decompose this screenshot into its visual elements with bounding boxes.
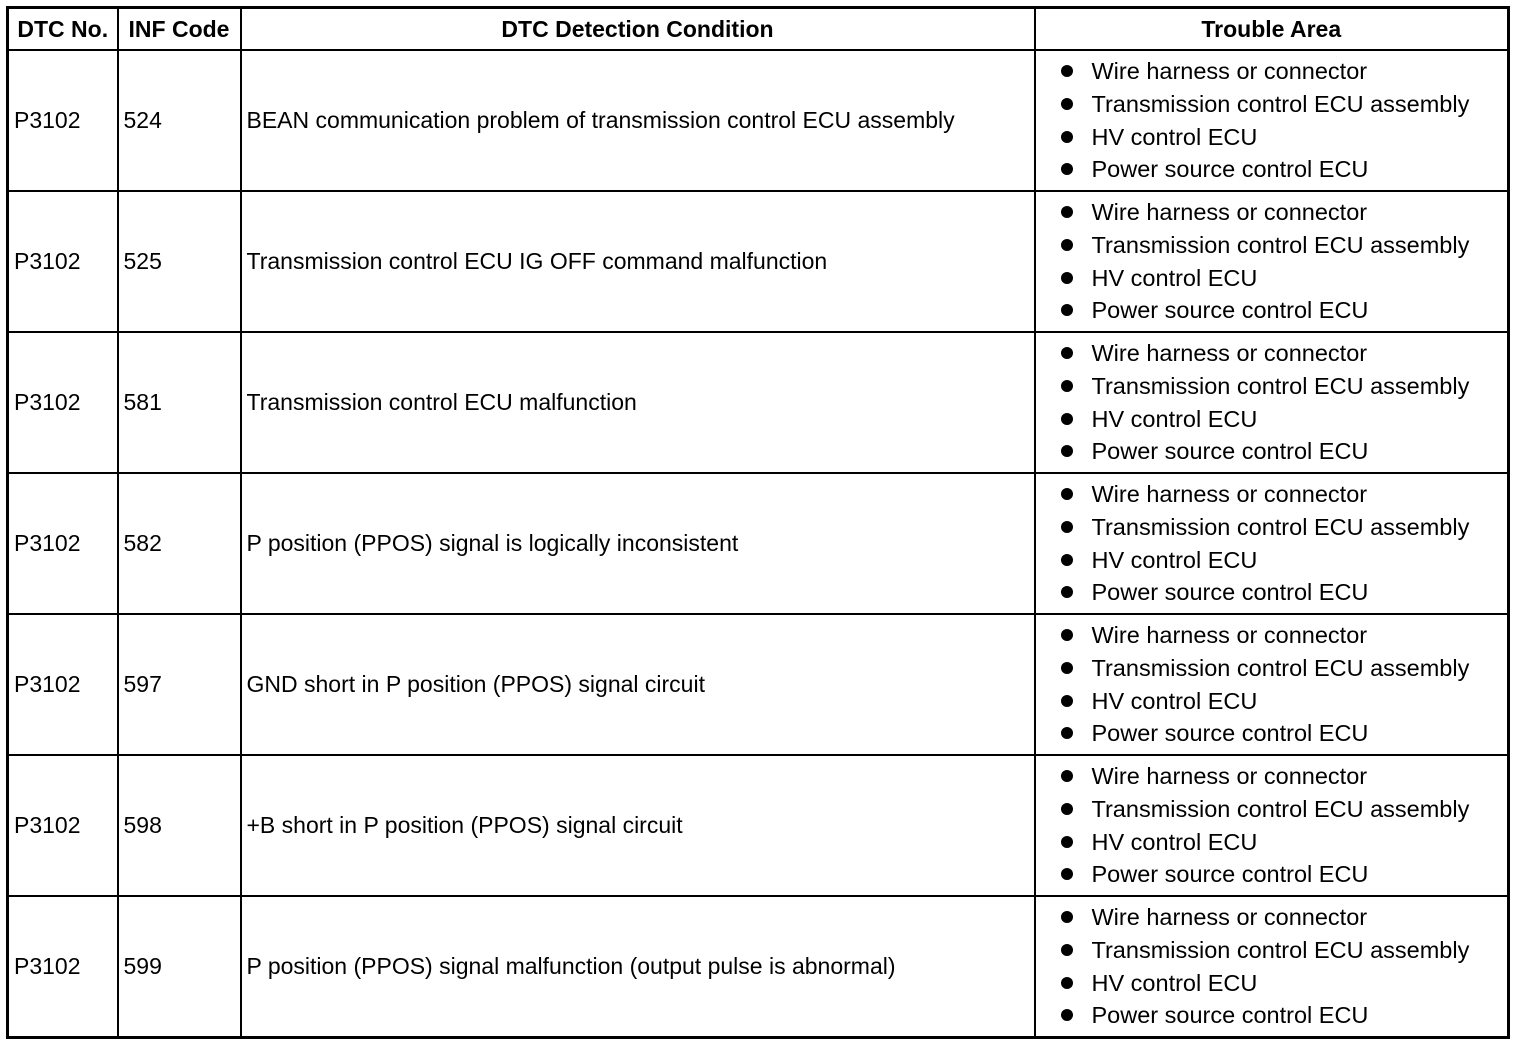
table-row (8, 755, 1509, 896)
trouble-area-list (1036, 478, 1508, 609)
trouble-area-item (1058, 685, 1508, 718)
trouble-area-cell (1035, 473, 1509, 614)
bullet-icon (1061, 911, 1073, 923)
bullet-icon (1061, 272, 1073, 284)
bullet-icon (1061, 662, 1073, 674)
trouble-area-item (1058, 370, 1508, 403)
bullet-icon (1061, 131, 1073, 143)
table-row (8, 614, 1509, 755)
header-inf-code: INF Code (118, 8, 241, 51)
dtc-no-cell: P3102 (8, 755, 118, 896)
bullet-icon (1061, 445, 1073, 457)
trouble-area-cell (1035, 614, 1509, 755)
trouble-area-item (1058, 544, 1508, 577)
trouble-area-text: Transmission control ECU assembly (1091, 795, 1470, 822)
table-body (8, 50, 1509, 1038)
bullet-icon (1061, 521, 1073, 533)
bullet-icon (1061, 98, 1073, 110)
trouble-area-text: Wire harness or connector (1091, 198, 1368, 225)
bullet-icon (1061, 586, 1073, 598)
inf-code-cell: 597 (118, 614, 241, 755)
table-row (8, 50, 1509, 191)
inf-code-cell: 524 (118, 50, 241, 191)
trouble-area-list (1036, 619, 1508, 750)
trouble-area-cell (1035, 755, 1509, 896)
bullet-icon (1061, 554, 1073, 566)
trouble-area-text: HV control ECU (1091, 969, 1258, 996)
trouble-area-item (1058, 229, 1508, 262)
trouble-area-text: HV control ECU (1091, 828, 1258, 855)
trouble-area-cell (1035, 896, 1509, 1038)
trouble-area-text: HV control ECU (1091, 405, 1258, 432)
trouble-area-item (1058, 967, 1508, 1000)
header-detection-condition: DTC Detection Condition (241, 8, 1035, 51)
detection-condition-cell: BEAN communication problem of transmission control ECU assembly (241, 50, 1035, 191)
trouble-area-text: HV control ECU (1091, 264, 1258, 291)
dtc-no-cell: P3102 (8, 50, 118, 191)
detection-condition-cell: Transmission control ECU IG OFF command malfunction (241, 191, 1035, 332)
trouble-area-text: HV control ECU (1091, 123, 1258, 150)
trouble-area-item (1058, 760, 1508, 793)
trouble-area-item (1058, 294, 1508, 327)
trouble-area-item (1058, 793, 1508, 826)
trouble-area-text: Power source control ECU (1091, 156, 1369, 183)
trouble-area-list (1036, 55, 1508, 186)
trouble-area-text: Wire harness or connector (1091, 339, 1368, 366)
trouble-area-text: Power source control ECU (1091, 1002, 1369, 1029)
trouble-area-item (1058, 619, 1508, 652)
trouble-area-cell (1035, 191, 1509, 332)
trouble-area-text: HV control ECU (1091, 546, 1258, 573)
trouble-area-item (1058, 511, 1508, 544)
trouble-area-item (1058, 153, 1508, 186)
bullet-icon (1061, 977, 1073, 989)
trouble-area-text: Wire harness or connector (1091, 903, 1368, 930)
bullet-icon (1061, 1009, 1073, 1021)
detection-condition-cell: GND short in P position (PPOS) signal circuit (241, 614, 1035, 755)
bullet-icon (1061, 347, 1073, 359)
table-row (8, 191, 1509, 332)
dtc-no-cell: P3102 (8, 191, 118, 332)
header-trouble-area: Trouble Area (1035, 8, 1509, 51)
bullet-icon (1061, 944, 1073, 956)
trouble-area-item (1058, 403, 1508, 436)
trouble-area-text: Power source control ECU (1091, 861, 1369, 888)
trouble-area-text: Power source control ECU (1091, 720, 1369, 747)
bullet-icon (1061, 239, 1073, 251)
bullet-icon (1061, 836, 1073, 848)
trouble-area-text: Transmission control ECU assembly (1091, 90, 1470, 117)
trouble-area-item (1058, 901, 1508, 934)
bullet-icon (1061, 629, 1073, 641)
trouble-area-text: Wire harness or connector (1091, 621, 1368, 648)
dtc-no-cell: P3102 (8, 614, 118, 755)
trouble-area-text: Transmission control ECU assembly (1091, 231, 1470, 258)
table-row (8, 473, 1509, 614)
dtc-no-cell: P3102 (8, 896, 118, 1038)
trouble-area-item (1058, 478, 1508, 511)
inf-code-cell: 525 (118, 191, 241, 332)
detection-condition-cell: Transmission control ECU malfunction (241, 332, 1035, 473)
trouble-area-cell (1035, 50, 1509, 191)
dtc-table (6, 6, 1510, 1039)
dtc-no-cell: P3102 (8, 473, 118, 614)
dtc-no-cell: P3102 (8, 332, 118, 473)
trouble-area-text: HV control ECU (1091, 687, 1258, 714)
trouble-area-item (1058, 435, 1508, 468)
trouble-area-item (1058, 858, 1508, 891)
trouble-area-text: Power source control ECU (1091, 297, 1369, 324)
bullet-icon (1061, 304, 1073, 316)
header-row (8, 8, 1509, 51)
trouble-area-list (1036, 901, 1508, 1032)
trouble-area-item (1058, 337, 1508, 370)
trouble-area-text: Transmission control ECU assembly (1091, 936, 1470, 963)
detection-condition-cell: P position (PPOS) signal malfunction (output pulse is abnormal) (241, 896, 1035, 1038)
trouble-area-list (1036, 196, 1508, 327)
bullet-icon (1061, 488, 1073, 500)
table-row (8, 332, 1509, 473)
bullet-icon (1061, 65, 1073, 77)
bullet-icon (1061, 206, 1073, 218)
inf-code-cell: 599 (118, 896, 241, 1038)
trouble-area-item (1058, 262, 1508, 295)
table-header (8, 8, 1509, 51)
bullet-icon (1061, 868, 1073, 880)
bullet-icon (1061, 380, 1073, 392)
trouble-area-item (1058, 196, 1508, 229)
trouble-area-item (1058, 55, 1508, 88)
detection-condition-cell: P position (PPOS) signal is logically inconsistent (241, 473, 1035, 614)
trouble-area-item (1058, 999, 1508, 1032)
trouble-area-item (1058, 121, 1508, 154)
trouble-area-item (1058, 88, 1508, 121)
trouble-area-cell (1035, 332, 1509, 473)
detection-condition-cell: +B short in P position (PPOS) signal circuit (241, 755, 1035, 896)
trouble-area-item (1058, 652, 1508, 685)
bullet-icon (1061, 770, 1073, 782)
bullet-icon (1061, 727, 1073, 739)
trouble-area-text: Transmission control ECU assembly (1091, 654, 1470, 681)
trouble-area-text: Power source control ECU (1091, 579, 1369, 606)
trouble-area-item (1058, 826, 1508, 859)
trouble-area-item (1058, 576, 1508, 609)
trouble-area-text: Transmission control ECU assembly (1091, 513, 1470, 540)
bullet-icon (1061, 695, 1073, 707)
table-row (8, 896, 1509, 1038)
inf-code-cell: 598 (118, 755, 241, 896)
bullet-icon (1061, 803, 1073, 815)
trouble-area-list (1036, 760, 1508, 891)
inf-code-cell: 581 (118, 332, 241, 473)
inf-code-cell: 582 (118, 473, 241, 614)
bullet-icon (1061, 413, 1073, 425)
trouble-area-text: Power source control ECU (1091, 438, 1369, 465)
trouble-area-text: Wire harness or connector (1091, 480, 1368, 507)
header-dtc-no: DTC No. (8, 8, 118, 51)
trouble-area-item (1058, 717, 1508, 750)
trouble-area-text: Transmission control ECU assembly (1091, 372, 1470, 399)
bullet-icon (1061, 163, 1073, 175)
trouble-area-item (1058, 934, 1508, 967)
trouble-area-list (1036, 337, 1508, 468)
trouble-area-text: Wire harness or connector (1091, 762, 1368, 789)
trouble-area-text: Wire harness or connector (1091, 57, 1368, 84)
